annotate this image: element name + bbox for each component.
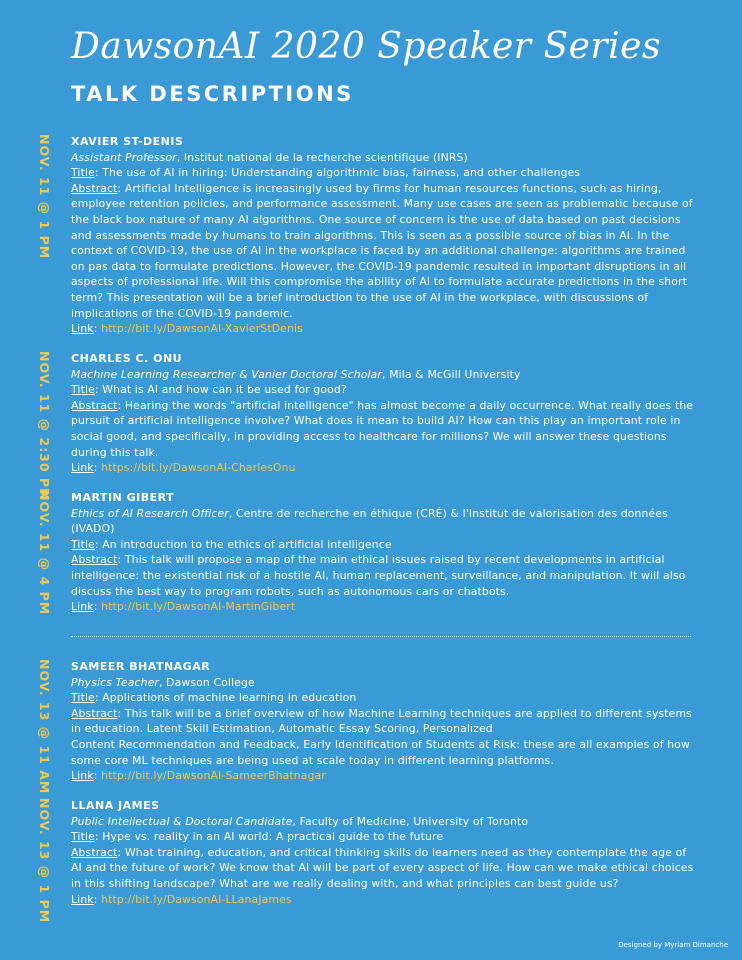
talk-abstract: [71, 845, 696, 892]
speaker-organization: , Mila & McGill University: [382, 367, 521, 381]
speaker-position: Ethics of AI Research Officer: [71, 506, 229, 520]
speaker-name: MARTIN GIBERT: [71, 491, 175, 504]
abstract-label: Abstract: [71, 553, 118, 567]
talk-title: [71, 537, 696, 553]
speaker-organization: , Centre de recherche en éthique (CRÉ) & l'Institut de valorisation des données (IVADO): [71, 506, 668, 536]
talk-title: [71, 165, 696, 181]
abstract-label: Abstract: [71, 398, 118, 412]
title-label: Title: [71, 383, 95, 397]
talk-title-text: : What is AI and how can it be used for good?: [94, 383, 347, 397]
talk-abstract-continued: Content Recommendation and Feedback, Early Identification of Students at Risk: these are all examples of how some core ML techniques are being used at scale today in different learning platforms.: [71, 737, 690, 767]
page-title: DawsonAI 2020 Speaker Series: [71, 26, 661, 67]
abstract-label: Abstract: [71, 706, 118, 720]
talk-title-text: : Applications of machine learning in education: [94, 691, 357, 705]
talk-link: Link: http://bit.ly/DawsonAI-XavierStDenis: [71, 322, 303, 336]
talk-title: [71, 382, 696, 398]
speaker-name: LLANA JAMES: [71, 799, 160, 812]
title-label: Title: [71, 691, 95, 705]
speaker-position: Public Intellectual & Doctoral Candidate: [71, 814, 293, 828]
speaker-position: Machine Learning Researcher & Vanier Doctoral Scholar: [71, 367, 383, 381]
speaker-name: CHARLES C. ONU: [71, 352, 183, 365]
talk-link-url[interactable]: http://bit.ly/DawsonAI-SameerBhatnagar: [101, 769, 326, 783]
talk-title: [71, 690, 696, 706]
link-label: Link: [71, 769, 94, 783]
speaker-name: XAVIER ST-DENIS: [71, 135, 184, 148]
abstract-label: Abstract: [71, 845, 118, 859]
speaker-position: Physics Teacher: [71, 675, 159, 689]
abstract-label: Abstract: [71, 181, 118, 195]
talk-abstract: [71, 398, 696, 460]
link-label: Link: [71, 892, 94, 906]
title-label: Title: [71, 166, 95, 180]
speaker-position: Assistant Professor: [71, 150, 177, 164]
speaker-organization: , Dawson College: [159, 675, 255, 689]
talk-title: [71, 829, 696, 845]
talk-date: NOV. 11 @ 1 PM: [37, 134, 52, 260]
talk-link-url[interactable]: https://bit.ly/DawsonAI-CharlesOnu: [101, 461, 296, 475]
title-label: Title: [71, 830, 95, 844]
talk-link-url[interactable]: http://bit.ly/DawsonAI-LLanaJames: [101, 892, 292, 906]
speaker-organization: , Institut national de la recherche scientifique (INRS): [176, 150, 468, 164]
talk-abstract: [71, 706, 696, 737]
talk-content: [71, 659, 696, 784]
talk-content: [71, 134, 696, 337]
speaker-organization: , Faculty of Medicine, University of Toronto: [292, 814, 529, 828]
title-label: Title: [71, 537, 95, 551]
talk-abstract-text: : Hearing the words "artificial intelligence" has almost become a daily occurrence. What really does the pursuit of artificial intelligence involve? What does it mean to build AI? How can this play an important role in social good, and specifically, in providing access to healthcare for millions? We will answer these questions during this talk.: [71, 398, 694, 459]
talk-abstract-text: : What training, education, and critical thinking skills do learners need as they contemplate the age of AI and the future of work? We know that AI will be part of every aspect of life. How can we make ethical choices in this shifting landscape? What are we really dealing with, and what principles can best guide us?: [71, 845, 694, 890]
talk-title-text: : An introduction to the ethics of artificial intelligence: [94, 537, 392, 551]
speaker-role: [71, 150, 696, 166]
talk-date: NOV. 13 @ 1 PM: [37, 798, 52, 924]
speaker-role: [71, 506, 696, 537]
page-subtitle: TALK DESCRIPTIONS: [71, 82, 354, 106]
talk-link-url[interactable]: http://bit.ly/DawsonAI-MartinGibert: [101, 600, 296, 614]
talk-link: Link: https://bit.ly/DawsonAI-CharlesOnu: [71, 461, 296, 475]
talk-date: NOV. 11 @ 4 PM: [37, 490, 52, 616]
talk-abstract-text: : This talk will be a brief overview of how Machine Learning techniques are applied to different systems in education. Latent Skill Estimation, Automatic Essay Scoring, Personalized: [71, 706, 692, 736]
talk-content: [71, 490, 696, 615]
speaker-role: [71, 675, 696, 691]
talk-date: NOV. 13 @ 11 AM: [37, 659, 52, 795]
talk-link: Link: http://bit.ly/DawsonAI-SameerBhatnagar: [71, 769, 326, 783]
designer-credit: Designed by Myriam Dimanche: [618, 941, 728, 949]
section-divider: [71, 636, 691, 637]
talk-content: [71, 798, 696, 907]
speaker-role: [71, 814, 696, 830]
talk-abstract-text: : This talk will propose a map of the main ethical issues raised by recent developments in artificial intelligence: the existential risk of a hostile AI, human replacement, surveillance, and manipulation. It will also discuss the best way to program robots, such as autonomous cars or chatbots.: [71, 553, 686, 598]
talk-link-url[interactable]: http://bit.ly/DawsonAI-XavierStDenis: [101, 322, 303, 336]
link-label: Link: [71, 322, 94, 336]
talk-abstract: [71, 552, 696, 599]
talk-title-text: : Hype vs. reality in an AI world: A practical guide to the future: [94, 830, 444, 844]
speaker-name: SAMEER BHATNAGAR: [71, 660, 211, 673]
link-label: Link: [71, 600, 94, 614]
talk-content: [71, 351, 696, 476]
talk-title-text: : The use of AI in hiring: Understanding algorithmic bias, fairness, and other challenges: [94, 166, 581, 180]
talk-link: Link: http://bit.ly/DawsonAI-MartinGibert: [71, 600, 296, 614]
talk-date: NOV. 11 @ 2:30 PM: [37, 351, 52, 502]
link-label: Link: [71, 461, 94, 475]
talk-abstract-text: : Artificial Intelligence is increasingly used by firms for human resources functions, such as hiring, employee retention policies, and performance assessment. Many use cases are seen as problematic because of the black box nature of many AI algorithms. One source of concern is the use of data based on past decisions and assessments made by humans to train algorithms. This is seen as a possible source of bias in AI. In the context of COVID-19, the use of AI in the workplace is faced by an additional challenge: algorithms are trained on pas data to formulate predictions. However, the COVID-19 pandemic resulted in important disruptions in all aspects of professional life. Will this compromise the ability of AI to formulate accurate predictions in the short term? This presentation will be a brief introduction to the use of AI in the workplace, with discussions of implications of the COVID-19 pandemic.: [71, 181, 693, 320]
talk-link: Link: http://bit.ly/DawsonAI-LLanaJames: [71, 892, 292, 906]
speaker-role: [71, 367, 696, 383]
talk-abstract: [71, 181, 696, 321]
